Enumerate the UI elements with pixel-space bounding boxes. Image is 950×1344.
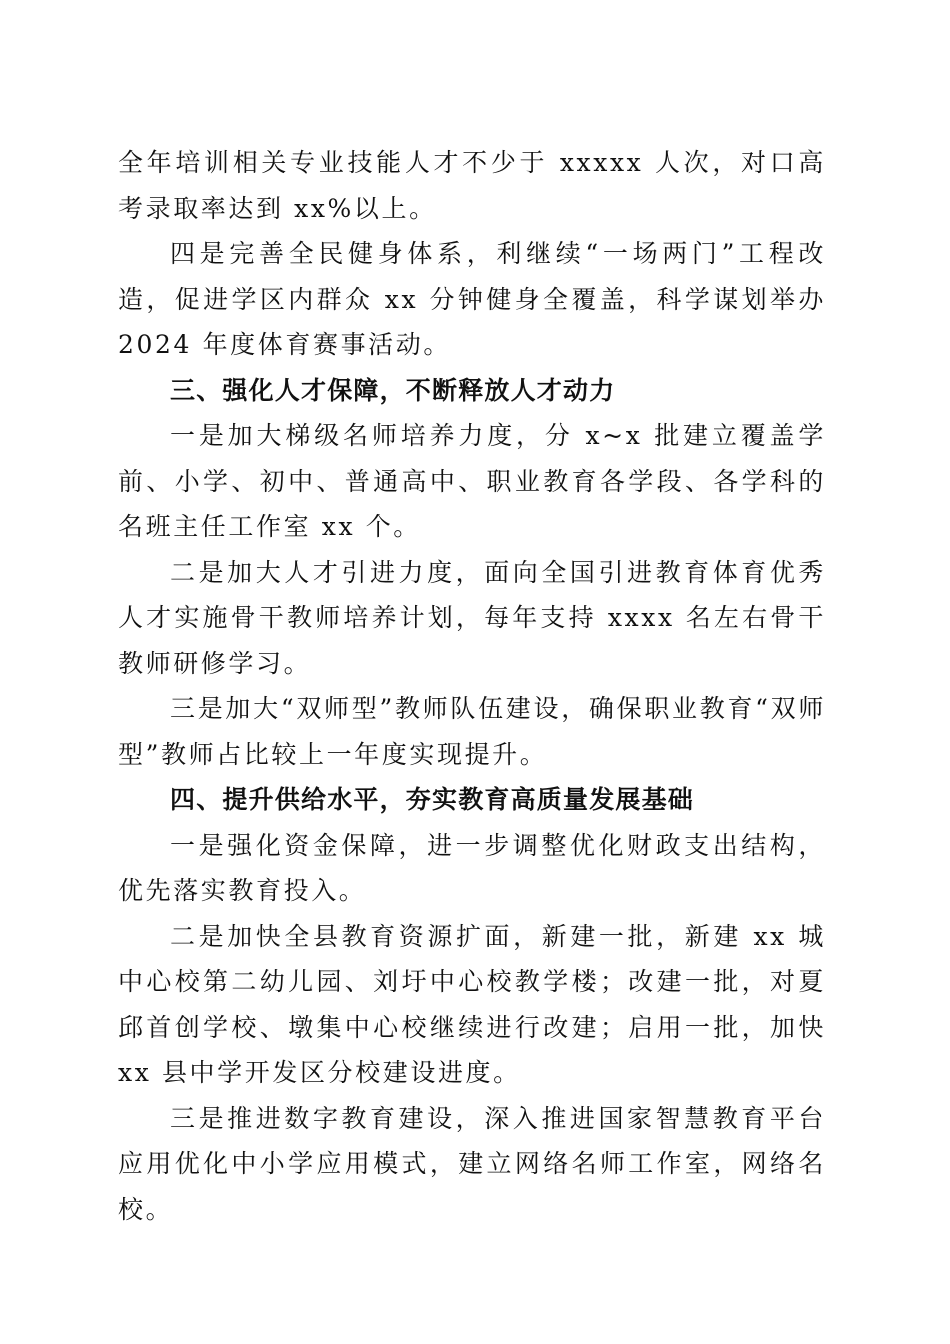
paragraph-digital-education: 三是推进数字教育建设，深入推进国家智慧教育平台应用优化中小学应用模式，建立网络名师工作室，网络名校。 [118,1103,826,1224]
paragraph-fitness-system: 四是完善全民健身体系，利继续“一场两门”工程改造，促进学区内群众 xx 分钟健身全覆盖，科学谋划举办 2024 年度体育赛事活动。 [118,239,826,359]
document-body [118,140,826,1232]
paragraph-resource-expansion: 二是加快全县教育资源扩面，新建一批，新建 xx 城中心校第二幼儿园、刘圩中心校教学楼；改建一批，对夏邱首创学校、墩集中心校继续进行改建；启用一批，加快 xx 县中学开发区分校建设进度。 [118,921,826,1087]
paragraph-talent-introduction: 二是加大人才引进力度，面向全国引进教育体育优秀人才实施骨干教师培养计划，每年支持 xxxx 名左右骨干教师研修学习。 [118,557,826,678]
paragraph-funding-guarantee: 一是强化资金保障，进一步调整优化财政支出结构，优先落实教育投入。 [118,830,826,905]
paragraph-dual-teacher: 三是加大“双师型”教师队伍建设，确保职业教育“双师型”教师占比较上一年度实现提升。 [118,694,826,769]
section-heading-supply-level: 四、提升供给水平，夯实教育高质量发展基础 [170,785,695,814]
paragraph-famous-teacher-training: 一是加大梯级名师培养力度，分 x~x 批建立覆盖学前、小学、初中、普通高中、职业教育各学段、各学科的名班主任工作室 xx 个。 [118,421,826,541]
paragraph-training-continued: 全年培训相关专业技能人才不少于 xxxxx 人次，对口高考录取率达到 xx%以上。 [118,148,826,223]
section-heading-talent-guarantee: 三、强化人才保障，不断释放人才动力 [170,375,616,405]
